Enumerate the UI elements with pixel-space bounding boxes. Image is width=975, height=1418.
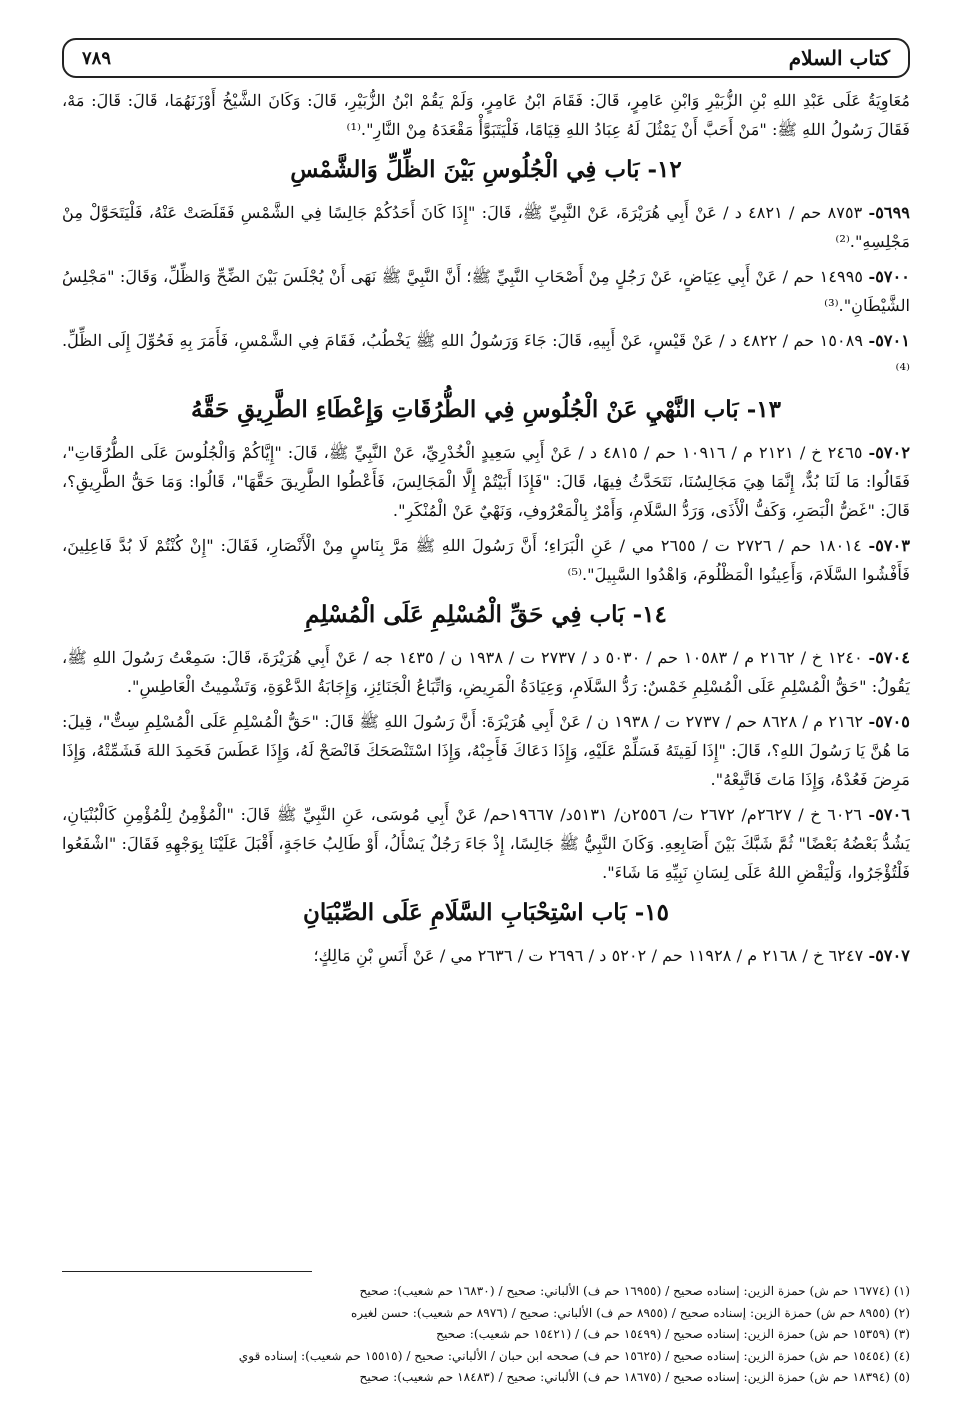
hadith-paragraph bbox=[62, 941, 910, 970]
hadith-paragraph bbox=[62, 800, 910, 887]
hadith-text: ٨٧٥٣ حم / ٤٨٢١ د / عَنْ أَبِي هُرَيْرَةَ، عَنْ النَّبِيِّ ﷺ، قَالَ: "إِذَا كَانَ أَحَدُكُمْ جَالِسًا فِي الشَّمْسِ فَقَلَصَتْ عَنْهُ، فَلْيَتَحَوَّلْ مِنْ مَجْلِسِهِ".⁽²⁾ bbox=[62, 203, 910, 251]
hadith-number: ٥٧٠٢- bbox=[868, 443, 911, 462]
hadith-number: ٥٧٠٣- bbox=[868, 536, 911, 555]
book-page bbox=[62, 38, 910, 1383]
hadith-paragraph bbox=[62, 198, 910, 256]
chapter-heading-12: ١٢- بَاب فِي الْجُلُوسِ بَيْنَ الظِّلِّ وَالشَّمْسِ bbox=[290, 156, 682, 183]
hadith-paragraph bbox=[62, 707, 910, 794]
hadith-number: ٥٧٠٧- bbox=[868, 946, 910, 965]
hadith-paragraph bbox=[62, 262, 910, 320]
hadith-number: ٥٧٠٤- bbox=[868, 648, 911, 667]
footnotes bbox=[62, 1281, 910, 1389]
chapter-heading-13: ١٣- بَاب النَّهْيِ عَنْ الْجُلُوسِ فِي الطُّرُقَاتِ وَإِعْطَاءِ الطَّرِيقِ حَقَّهُ bbox=[191, 396, 781, 423]
hadith-text: ٢٤٦٥ خ / ٢١٢١ م / ١٠٩١٦ حم / ٤٨١٥ د / عَنْ أَبِي سَعِيدٍ الْخُدْرِيِّ، عَنْ النَّبِيِّ ﷺ، قَالَ: "إِيَّاكُمْ وَالْجُلُوسَ عَلَى الطُّرُقَاتِ"، فَقَالُوا: مَا لَنَا بُدٌّ، إِنَّمَا هِيَ مَجَالِسُنَا، نَتَحَدَّثُ فِيهَا، قَالَ: "فَإِذَا أَبَيْتُمْ إِلَّا الْمَجَالِسَ، فَأَعْطُوا الطَّرِيقَ حَقَّهَا"، قَالُوا: وَمَا حَقُّ الطَّرِيقِ؟، قَالَ: "غَضُّ الْبَصَرِ، وَكَفُّ الْأَذَى، وَرَدُّ السَّلَامِ، وَأَمْرٌ بِالْمَعْرُوفِ، وَنَهْيٌ عَنْ الْمُنْكَرِ". bbox=[62, 443, 910, 520]
hadith-paragraph bbox=[62, 326, 910, 384]
footnote: (١) (١٦٧٧٤ حم ش) حمزة الزين: إسناده صحيح / (١٦٩٥٥ حم ف) الألباني: صحيح / (١٦٨٣٠ حم شعيب): صحيح bbox=[359, 1284, 910, 1298]
page-body bbox=[62, 86, 910, 970]
hadith-paragraph bbox=[62, 438, 910, 525]
chapter-heading-15: ١٥- بَاب اسْتِحْبَابِ السَّلَامِ عَلَى الصِّبْيَانِ bbox=[303, 899, 669, 926]
hadith-number: ٥٦٩٩- bbox=[868, 203, 910, 222]
hadith-paragraph bbox=[62, 531, 910, 589]
book-title: كتاب السلام bbox=[788, 46, 890, 70]
hadith-number: ٥٧٠٥- bbox=[868, 712, 910, 731]
hadith-text: ٢١٦٢ م / ٨٦٢٨ حم / ٢٧٣٧ ت / ١٩٣٨ ن / عَنْ أَبِي هُرَيْرَةَ: أَنَّ رَسُولَ اللهِ ﷺ قَالَ: "حَقُّ الْمُسْلِمِ عَلَى الْمُسْلِمِ سِتٌّ"، قِيلَ: مَا هُنَّ يَا رَسُولَ اللهِ؟، قَالَ: "إِذَا لَقِيتَهُ فَسَلِّمْ عَلَيْهِ، وَإِذَا دَعَاكَ فَأَجِبْهُ، وَإِذَا اسْتَنْصَحَكَ فَانْصَحْ لَهُ، وَإِذَا عَطَسَ فَحَمِدَ اللهَ فَشَمِّتْهُ، وَإِذَا مَرِضَ فَعُدْهُ، وَإِذَا مَاتَ فَاتَّبِعْهُ". bbox=[62, 712, 910, 789]
hadith-text: ١٤٩٩٥ حم / عَنْ أَبِي عِيَاضٍ، عَنْ رَجُلٍ مِنْ أَصْحَابِ النَّبِيِّ ﷺ؛ أَنَّ النَّبِيَّ ﷺ نَهَى أَنْ يُجْلَسَ بَيْنَ الضِّحِّ وَالظِّلِّ، وَقَالَ: "مَجْلِسُ الشَّيْطَانِ".⁽³⁾ bbox=[62, 267, 910, 315]
hadith-text: ١٥٠٨٩ حم / ٤٨٢٢ د / عَنْ قَيْسٍ، عَنْ أَبِيهِ، قَالَ: جَاءَ وَرَسُولُ اللهِ ﷺ يَخْطُبُ، فَقَامَ فِي الشَّمْسِ، فَأَمَرَ بِهِ فَحُوِّلَ إِلَى الظِّلِّ.⁽⁴⁾ bbox=[62, 331, 910, 379]
hadith-text: ٦٠٢٦ خ / ٢٦٢٧م/ ٢٦٧٢ ت/ ٢٥٥٦ن/ ٥١٣١د/ ١٩٦٦٧حم/ عَنْ أَبِي مُوسَى، عَنِ النَّبِيِّ ﷺ قَالَ: "الْمُؤْمِنُ لِلْمُؤْمِنِ كَالْبُنْيَانِ، يَشُدُّ بَعْضُهُ بَعْضًا" ثُمَّ شَبَّكَ بَيْنَ أَصَابِعِهِ. وَكَانَ النَّبِيُّ ﷺ جَالِسًا، إِذْ جَاءَ رَجُلٌ يَسْأَلُ، أَوْ طَالِبُ حَاجَةٍ، أَقْبَلَ عَلَيْنَا بِوَجْهِهِ فَقَالَ: "اشْفَعُوا فَلْتُؤْجَرُوا، وَلْيَقْضِ اللهُ عَلَى لِسَانِ نَبِيِّهِ مَا شَاءَ". bbox=[62, 805, 910, 882]
hadith-paragraph bbox=[62, 86, 910, 144]
hadith-paragraph bbox=[62, 643, 910, 701]
footnote: (٣) (١٥٣٥٩ حم ش) حمزة الزين: إسناده صحيح / (١٥٤٩٩ حم ف) / (١٥٤٢١ حم شعيب): صحيح bbox=[436, 1327, 910, 1341]
chapter-heading-14: ١٤- بَاب فِي حَقِّ الْمُسْلِمِ عَلَى الْمُسْلِمِ bbox=[305, 601, 667, 628]
hadith-text: ١٨٠١٤ حم / ٢٧٢٦ ت / ٢٦٥٥ مي / عَنِ الْبَرَاءِ؛ أَنَّ رَسُولَ اللهِ ﷺ مَرَّ بِنَاسٍ مِنْ الْأَنْصَارِ، فَقَالَ: "إِنْ كُنْتُمْ لَا بُدَّ فَاعِلِينَ، فَأَفْشُوا السَّلَامَ، وَأَعِينُوا الْمَظْلُومَ، وَاهْدُوا السَّبِيلَ".⁽⁵⁾ bbox=[62, 536, 910, 584]
page-header bbox=[62, 38, 910, 78]
footnote: (٢) (٨٩٥٥ حم ش) حمزة الزين: إسناده صحيح / (٨٩٥٥ حم ف) الألباني: صحيح / (٨٩٧٦ حم شعيب): حسن لغيره bbox=[350, 1305, 910, 1320]
hadith-text: مُعَاوِيَةُ عَلَى عَبْدِ اللهِ بْنِ الزُّبَيْرِ وَابْنِ عَامِرٍ، قَالَ: فَقَامَ ابْنُ عَامِرٍ، وَلَمْ يَقُمْ ابْنُ الزُّبَيْرِ، قَالَ: وَكَانَ الشَّيْخُ أَوْزَنَهُمَا، قَالَ: قَالَ: مَهْ، فَقَالَ رَسُولُ اللهِ ﷺ: "مَنْ أَحَبَّ أَنْ يَمْثُلَ لَهُ عِبَادُ اللهِ قِيَامًا، فَلْيَتَبَوَّأْ مَقْعَدَهُ مِنْ النَّارِ".⁽¹⁾ bbox=[62, 91, 910, 139]
hadith-number: ٥٧٠١- bbox=[868, 331, 910, 350]
hadith-number: ٥٧٠٠- bbox=[868, 267, 910, 286]
hadith-number: ٥٧٠٦- bbox=[868, 805, 911, 824]
footnote-divider bbox=[62, 1271, 312, 1272]
hadith-text: ١٢٤٠ خ / ٢١٦٢ م / ١٠٥٨٣ حم / ٥٠٣٠ د / ٢٧٣٧ ت / ١٩٣٨ ن / ١٤٣٥ جه / عَنْ أَبِي هُرَيْرَةَ، قَالَ: سَمِعْتُ رَسُولَ اللهِ ﷺ، يَقُولُ: "حَقُّ الْمُسْلِمِ عَلَى الْمُسْلِمِ خَمْسٌ: رَدُّ السَّلَامِ، وَعِيَادَةُ الْمَرِيضِ، وَاتِّبَاعُ الْجَنَائِزِ، وَإِجَابَةُ الدَّعْوَةِ، وَتَشْمِيتُ الْعَاطِسِ". bbox=[62, 648, 910, 696]
footnote: (٤) (١٥٤٥٤ حم ش) حمزة الزين: إسناده صحيح / (١٥٦٢٥ حم ف) صححه ابن حبان / الألباني: صحيح / (١٥٥١٥ حم شعيب): إسناده قوي bbox=[238, 1348, 910, 1363]
hadith-text: ٦٢٤٧ خ / ٢١٦٨ م / ١١٩٢٨ حم / ٥٢٠٢ د / ٢٦٩٦ ت / ٢٦٣٦ مي / عَنْ أَنَسِ بْنِ مَالِكٍ؛ bbox=[313, 946, 864, 965]
footnote: (٥) (١٨٣٩٤ حم ش) حمزة الزين: إسناده صحيح / (١٨٦٧٥ حم ف) الألباني: صحيح / (١٨٤٨٣ حم شعيب): صحيح bbox=[359, 1370, 910, 1384]
page-number: ٧٨٩ bbox=[82, 47, 112, 69]
